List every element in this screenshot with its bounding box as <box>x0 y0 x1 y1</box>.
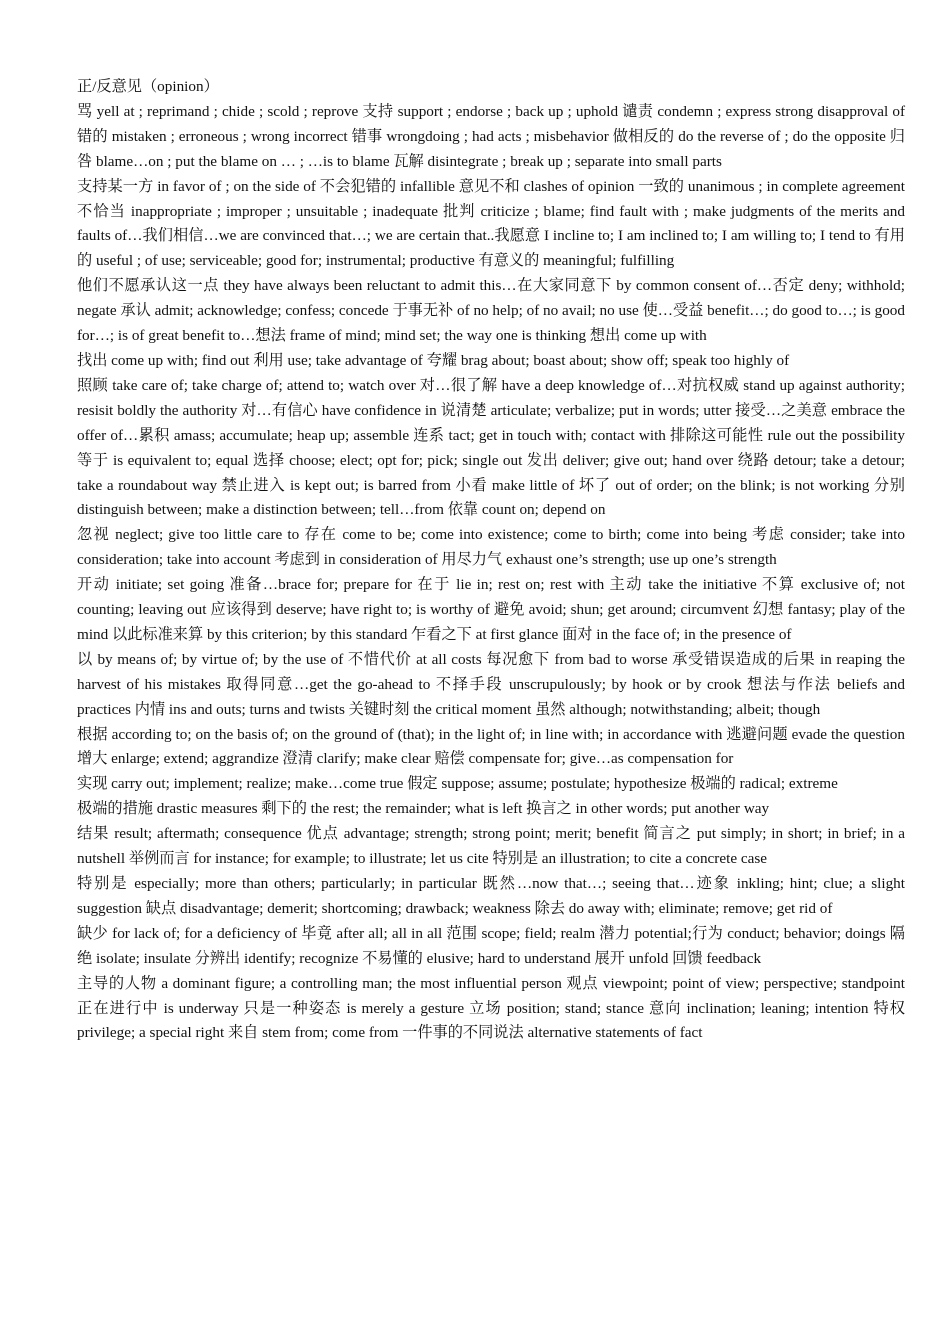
paragraph-5: 照顾 take care of; take charge of; attend to; watch over 对…很了解 have a deep knowledge of…对抗权威 stand up against authority; resisit boldly the authority 对…有信心 have confidence in 说清楚 articulate; verbalize; put in words; utter 接受…之美意 embrace the offer of…累积 amass; accumulate; heap up; assemble 连系 tact; get in touch with; contact with 排除这可能性 rule out the possibility 等于 is equivalent to; equal 选择 choose; elect; opt for; pick; single out 发出 deliver; give out; hand over 绕路 detour; take a detour; take a roundabout way 禁止进入 is kept out; is barred from 小看 make little of 坏了 out of order; on the blink; is not working 分别 distinguish between; make a distinction between; tell…from 依靠 count on; depend on <box>77 376 905 519</box>
document-page <box>77 75 905 1046</box>
paragraph-3: 他们不愿承认这一点 they have always been reluctant to admit this…在大家同意下 by common consent of…否定 deny; withhold; negate 承认 admit; acknowledge; confess; concede 于事无补 of no help; of no avail; no use 使…受益 benefit…; do good to…; is good for…; is of great benefit to…想法 frame of mind; mind set; the way one is thinking 想出 come up with <box>77 277 905 345</box>
document-heading: 正/反意见（opinion） <box>77 78 219 95</box>
paragraph-7: 开动 initiate; set going 准备…brace for; prepare for 在于 lie in; rest on; rest with 主动 take the initiative 不算 exclusive of; not counting; leaving out 应该得到 deserve; have right to; is worthy of 避免 avoid; shun; get around; circumvent 幻想 fantasy; play of the mind 以此标准来算 by this criterion; by this standard 乍看之下 at first glance 面对 in the face of; in the presence of <box>77 576 905 643</box>
paragraph-10: 实现 carry out; implement; realize; make…come true 假定 suppose; assume; postulate; hypothesize 极端的 radical; extreme <box>77 775 838 793</box>
paragraph-6: 忽视 neglect; give too little care to 存在 come to be; come into existence; come to birth; come into being 考虑 consider; take into consideration; take into account 考虑到 in consideration of 用尽力气 exhaust one’s strength; use up one’s strength <box>77 526 905 569</box>
paragraph-12: 结果 result; aftermath; consequence 优点 advantage; strength; strong point; merit; benefit 简言之 put simply; in short; in brief; in a nutshell 举例而言 for instance; for example; to illustrate; let us cite 特别是 an illustration; to cite a concrete case <box>77 825 905 868</box>
paragraph-4: 找出 come up with; find out 利用 use; take advantage of 夸耀 brag about; boast about; show off; speak too highly of <box>77 351 790 369</box>
paragraph-9: 根据 according to; on the basis of; on the ground of (that); in the light of; in line with; in accordance with 逃避问题 evade the question 增大 enlarge; extend; aggrandize 澄清 clarify; make clear 赔偿 compensate for; give…as compensation for <box>77 725 905 768</box>
paragraph-8: 以 by means of; by virtue of; by the use of 不惜代价 at all costs 每况愈下 from bad to worse 承受错误造成的后果 in reaping the harvest of his mistakes 取得同意…get the go-ahead to 不择手段 unscrupulously; by hook or by crook 想法与作法 beliefs and practices 内情 ins and outs; turns and twists 关键时刻 the critical moment 虽然 although; notwithstanding; albeit; though <box>77 650 905 718</box>
paragraph-2: 支持某一方 in favor of ; on the side of 不会犯错的 infallible 意见不和 clashes of opinion 一致的 unanimous ; in complete agreement 不恰当 inappropriate ; improper ; unsuitable ; inadequate 批判 criticize ; blame; find fault with ; make judgments of the merits and faults of…我们相信…we are convinced that…; we are certain that..我愿意 I incline to; I am inclined to; I am willing to; I tend to 有用的 useful ; of use; serviceable; good for; instrumental; productive 有意义的 meaningful; fulfilling <box>77 177 905 270</box>
paragraph-11: 极端的措施 drastic measures 剩下的 the rest; the remainder; what is left 换言之 in other words; put another way <box>77 800 770 818</box>
paragraph-13: 特别是 especially; more than others; particularly; in particular 既然…now that…; seeing that…迹象 inkling; hint; clue; a slight suggestion 缺点 disadvantage; demerit; shortcoming; drawback; weakness 除去 do away with; eliminate; remove; get rid of <box>77 875 905 917</box>
paragraph-1: 骂 yell at ; reprimand ; chide ; scold ; reprove 支持 support ; endorse ; back up ; uphold 谴责 condemn ; express strong disapproval of 错的 mistaken ; erroneous ; wrong incorrect 错事 wrongdoing ; had acts ; misbehavior 做相反的 do the reverse of ; do the opposite 归咎 blame…on ; put the blame on … ; …is to blame 瓦解 disintegrate ; break up ; separate into small parts <box>77 102 905 170</box>
paragraph-14: 缺少 for lack of; for a deficiency of 毕竟 after all; all in all 范围 scope; field; realm 潜力 potential;行为 conduct; behavior; doings 隔绝 isolate; insulate 分辨出 identify; recognize 不易懂的 elusive; hard to understand 展开 unfold 回馈 feedback <box>77 924 905 967</box>
paragraph-15: 主导的人物 a dominant figure; a controlling man; the most influential person 观点 viewpoint; point of view; perspective; standpoint 正在进行中 is underway 只是一种姿态 is merely a gesture 立场 position; stand; stance 意向 inclination; leaning; intention 特权 privilege; a special right 来自 stem from; come from 一件事的不同说法 alternative statements of fact <box>77 974 905 1042</box>
